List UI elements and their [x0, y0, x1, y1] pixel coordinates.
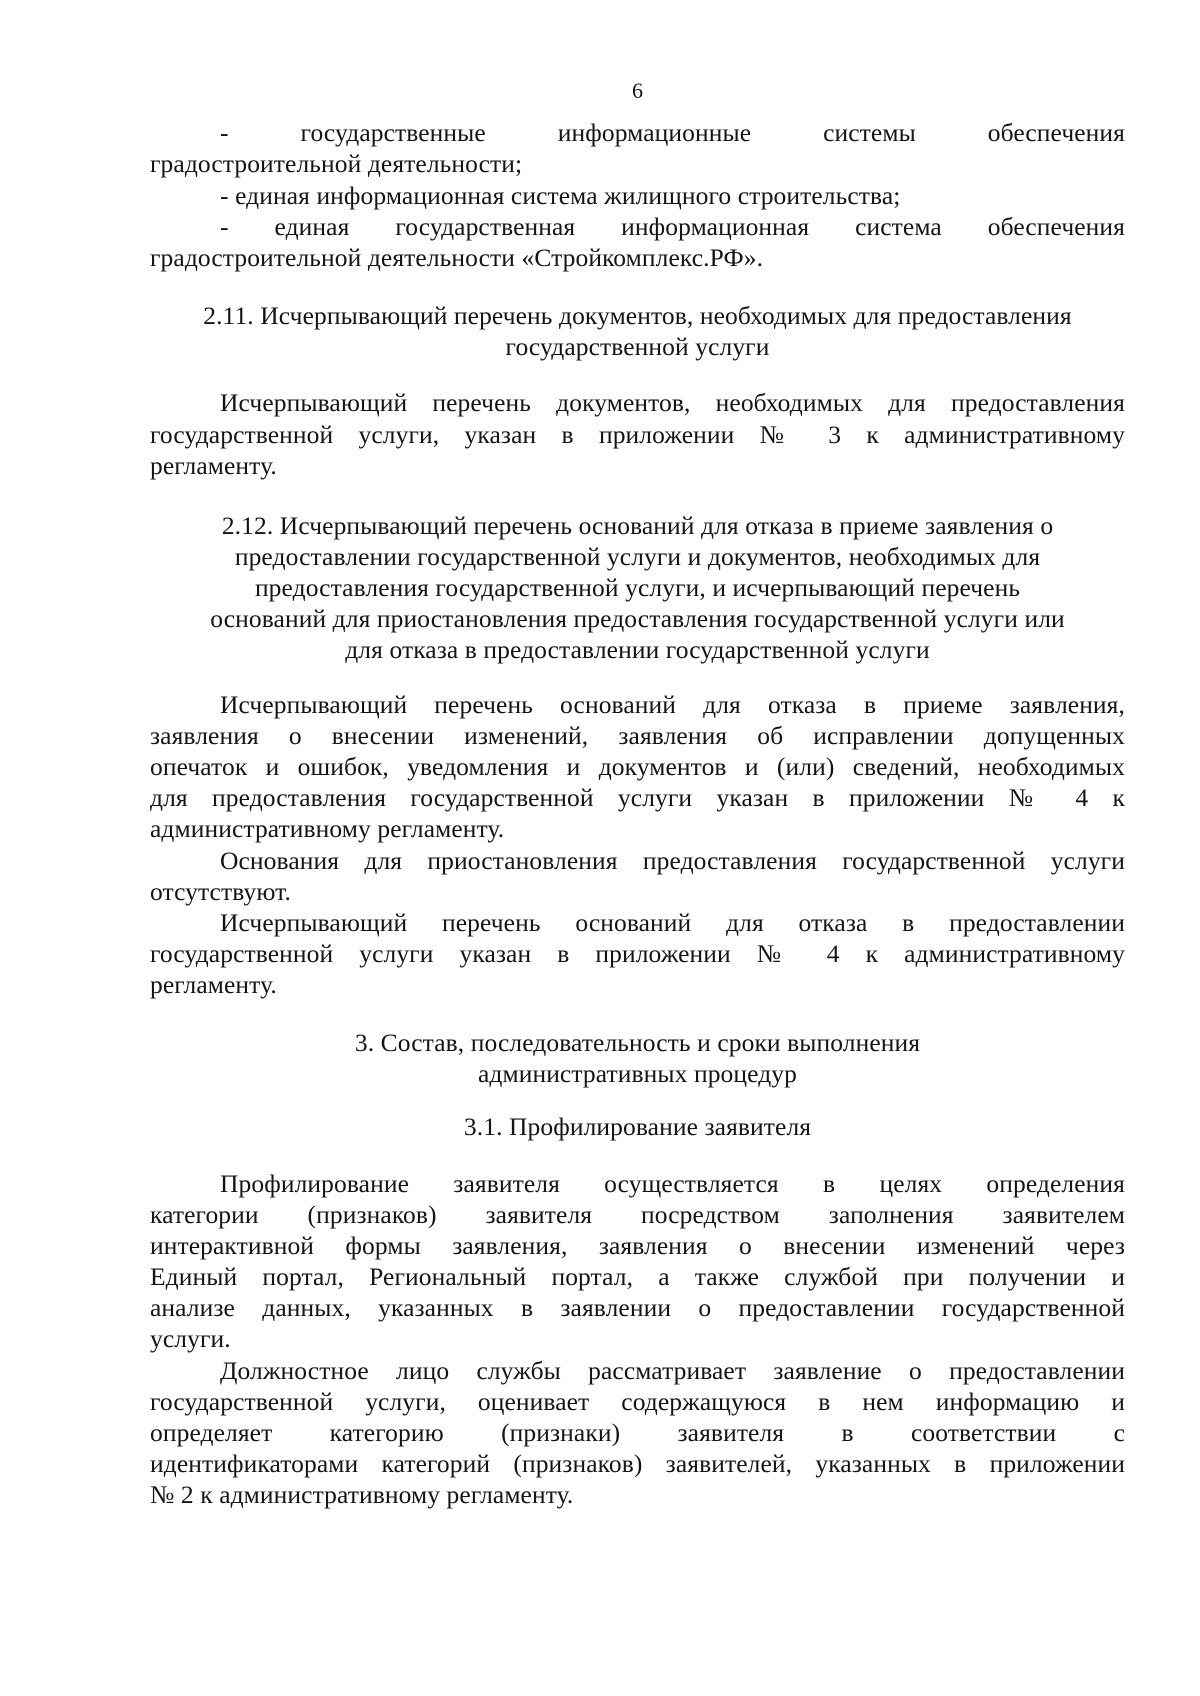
para-2-12-3-line-3: регламенту. — [150, 970, 277, 999]
heading-2-12-line-4: оснований для приостановления предоставления государственной услуги или — [210, 604, 1065, 633]
heading-3-1: 3.1. Профилирование заявителя — [463, 1112, 812, 1141]
heading-2-12-line-5: для отказа в предоставлении государственной услуги — [345, 635, 930, 664]
heading-3-line-1: 3. Состав, последовательность и сроки выполнения — [354, 1028, 921, 1057]
heading-2-12-line-3: предоставления государственной услуги, и исчерпывающий перечень — [254, 573, 1021, 602]
heading-3-line-2: административных процедур — [477, 1059, 798, 1088]
page-number: 6 — [632, 78, 643, 103]
para-2-12-1-line-4: для предоставления государственной услуги указан в приложении № 4 к — [150, 783, 1125, 812]
para-3-1-1-line-6: услуги. — [150, 1324, 231, 1353]
para-2-12-1-line-5: административному регламенту. — [150, 814, 505, 843]
para-3-1-1-line-4: Единый портал, Региональный портал, а также службой при получении и — [150, 1262, 1125, 1291]
heading-2-12-line-1: 2.12. Исчерпывающий перечень оснований для отказа в приеме заявления о — [221, 511, 1054, 540]
list-item-3-line-2: градостроительной деятельности «Стройкомплекс.РФ». — [150, 243, 764, 272]
para-2-12-3-line-2: государственной услуги указан в приложении № 4 к административному — [150, 939, 1125, 968]
para-3-1-2-line-2: государственной услуги, оценивает содержащуюся в нем информацию и — [150, 1387, 1125, 1416]
list-item-1-line-2: градостроительной деятельности; — [150, 149, 523, 178]
list-item-2: - единая информационная система жилищного строительства; — [220, 181, 901, 210]
list-item-1-line-1: - государственные информационные системы обеспечения — [220, 118, 1125, 147]
heading-2-11-line-2: государственной услуги — [505, 332, 770, 361]
para-2-11-line-2: государственной услуги, указан в приложении № 3 к административному — [150, 420, 1125, 449]
para-3-1-2-line-5: № 2 к административному регламенту. — [150, 1480, 574, 1509]
para-3-1-1-line-2: категории (признаков) заявителя посредством заполнения заявителем — [150, 1200, 1125, 1229]
para-2-11-line-3: регламенту. — [150, 451, 277, 480]
para-2-12-1-line-1: Исчерпывающий перечень оснований для отказа в приеме заявления, — [220, 690, 1125, 719]
heading-2-11-line-1: 2.11. Исчерпывающий перечень документов, необходимых для предоставления — [203, 301, 1072, 330]
para-3-1-1-line-3: интерактивной формы заявления, заявления о внесении изменений через — [150, 1231, 1125, 1260]
para-2-12-1-line-2: заявления о внесении изменений, заявления об исправлении допущенных — [150, 721, 1125, 750]
para-2-12-2-line-2: отсутствуют. — [150, 877, 291, 906]
para-2-12-1-line-3: опечаток и ошибок, уведомления и документов и (или) сведений, необходимых — [150, 752, 1125, 781]
para-2-12-2-line-1: Основания для приостановления предоставления государственной услуги — [220, 846, 1125, 875]
para-2-11-line-1: Исчерпывающий перечень документов, необходимых для предоставления — [220, 388, 1125, 417]
para-3-1-1-line-5: анализе данных, указанных в заявлении о предоставлении государственной — [150, 1293, 1125, 1322]
para-3-1-1-line-1: Профилирование заявителя осуществляется в целях определения — [220, 1169, 1125, 1198]
list-item-3-line-1: - единая государственная информационная система обеспечения — [220, 212, 1125, 241]
para-3-1-2-line-1: Должностное лицо службы рассматривает заявление о предоставлении — [220, 1356, 1125, 1385]
para-3-1-2-line-3: определяет категорию (признаки) заявителя в соответствии с — [150, 1418, 1125, 1447]
para-2-12-3-line-1: Исчерпывающий перечень оснований для отказа в предоставлении — [220, 908, 1125, 937]
para-3-1-2-line-4: идентификаторами категорий (признаков) заявителей, указанных в приложении — [150, 1449, 1125, 1478]
heading-2-12-line-2: предоставлении государственной услуги и документов, необходимых для — [234, 542, 1041, 571]
